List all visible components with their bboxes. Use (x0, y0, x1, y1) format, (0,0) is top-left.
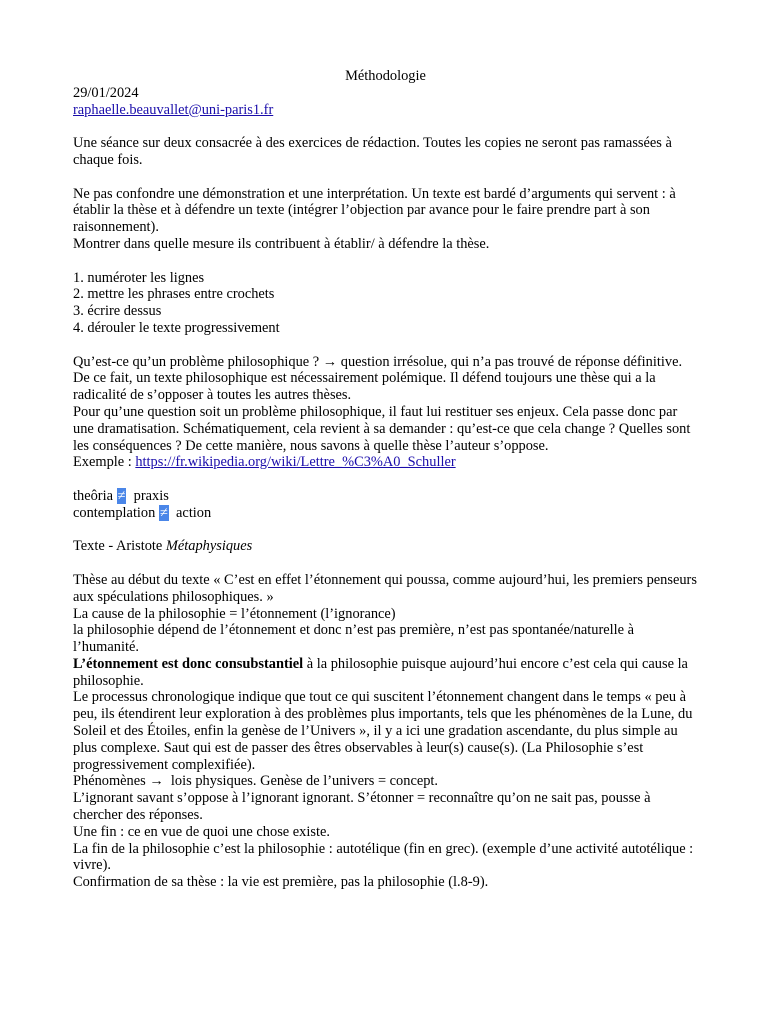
paragraph-4-question: Qu’est-ce qu’un problème philosophique ? (73, 353, 323, 370)
texte-prefix: Texte - Aristote (73, 538, 166, 555)
paragraph-14: La fin de la philosophie c’est la philosophie : autotélique (fin en grec). (exemple d’une activité autotélique : vivre). (73, 840, 694, 874)
example-line (73, 454, 698, 471)
step-1: 1. numéroter les lignes (73, 269, 205, 286)
praxis-word: praxis (126, 487, 169, 504)
not-equal-highlight: ≠ (117, 487, 126, 504)
texte-title: Métaphysiques (165, 538, 253, 555)
paragraph-4 (73, 354, 698, 404)
theoria-word: theôria (73, 487, 117, 504)
paragraph-9-bold: L’étonnement est donc consubstantiel (73, 655, 304, 672)
paragraph-6: Thèse au début du texte « C’est en effet l’étonnement qui poussa, comme aujourd’hui, les premiers penseurs aux spéculations philosophiques. » (73, 571, 697, 605)
paragraph-2: Ne pas confondre une démonstration et une interprétation. Un texte est bardé d’arguments qui servent : à établir la thèse et à défendre un texte (intégrer l’objection par avance pour le faire prendre part à son raisonnement). (73, 185, 676, 236)
paragraph-7: La cause de la philosophie = l’étonnement (l’ignorance) (73, 605, 396, 622)
arrow-icon: → (322, 353, 338, 370)
contemplation-word: contemplation (73, 504, 159, 521)
paragraph-11-end: lois physiques. Genèse de l’univers = concept. (163, 773, 439, 790)
example-link[interactable]: https://fr.wikipedia.org/wiki/Lettre_%C3%A0_Schuller (135, 454, 456, 471)
paragraph-1: Une séance sur deux consacrée à des exercices de rédaction. Toutes les copies ne seront pas ramassées à chaque fois. (73, 135, 672, 168)
doc-date: 29/01/2024 (73, 84, 139, 101)
doc-title: Méthodologie (345, 68, 426, 84)
action-word: action (168, 504, 212, 521)
example-label: Exemple : (73, 454, 136, 471)
paragraph-11-start: Phénomènes (73, 773, 150, 790)
paragraph-12: L’ignorant savant s’oppose à l’ignorant ignorant. S’étonner = reconnaître qu’on ne sait pas, pousse à chercher des réponses. (73, 790, 651, 824)
paragraph-9 (73, 656, 698, 690)
contemplation-line (73, 505, 698, 522)
step-3: 3. écrire dessus (73, 303, 162, 320)
theoria-line (73, 488, 698, 505)
arrow-icon-2: → (149, 773, 164, 790)
texte-heading (73, 538, 698, 555)
not-equal-highlight-2: ≠ (159, 504, 168, 521)
paragraph-9-rest: à la philosophie puisque aujourd’hui encore c’est cela qui cause la philosophie. (73, 655, 688, 689)
step-4: 4. dérouler le texte progressivement (73, 319, 280, 336)
paragraph-4-answer: question irrésolue, qui n’a pas trouvé de réponse définitive. De ce fait, un texte philosophique est nécessairement polémique. Il défend toujours une thèse qui a la radicalité de s’opposer à toutes les autres thèses. (73, 353, 683, 404)
paragraph-13: Une fin : ce en vue de quoi une chose existe. (73, 823, 330, 840)
paragraph-11 (73, 773, 698, 790)
paragraph-15: Confirmation de sa thèse : la vie est première, pas la philosophie (l.8-9). (73, 874, 489, 891)
document-page (73, 68, 698, 891)
paragraph-5: Pour qu’une question soit un problème philosophique, il faut lui restituer ses enjeux. Cela passe donc par une dramatisation. Schématiquement, cela revient à sa demander : qu’est-ce que cela change ? Quelles sont les conséquences ? De cette manière, nous savons à quelle thèse l’auteur s’oppose. (73, 403, 691, 454)
paragraph-3: Montrer dans quelle mesure ils contribuent à établir/ à défendre la thèse. (73, 235, 490, 252)
paragraph-8: la philosophie dépend de l’étonnement et donc n’est pas première, n’est pas spontanée/naturelle à l’humanité. (73, 622, 635, 656)
step-2: 2. mettre les phrases entre crochets (73, 286, 275, 303)
email-link[interactable]: raphaelle.beauvallet@uni-paris1.fr (73, 101, 274, 118)
paragraph-10: Le processus chronologique indique que tout ce qui suscitent l’étonnement changent dans le temps « peu à peu, ils étendirent leur exploration à des problèmes plus importants, tels que les phénomènes de la Lune, du Soleil et des Étoiles, enfin la genèse de l’Univers », il y a ici une gradation ascendante, du plus simple au plus complexe. Saut qui est de passer des êtres observables à leur(s) cause(s). (La Philosophie s’est progressivement complexifiée). (73, 689, 693, 773)
